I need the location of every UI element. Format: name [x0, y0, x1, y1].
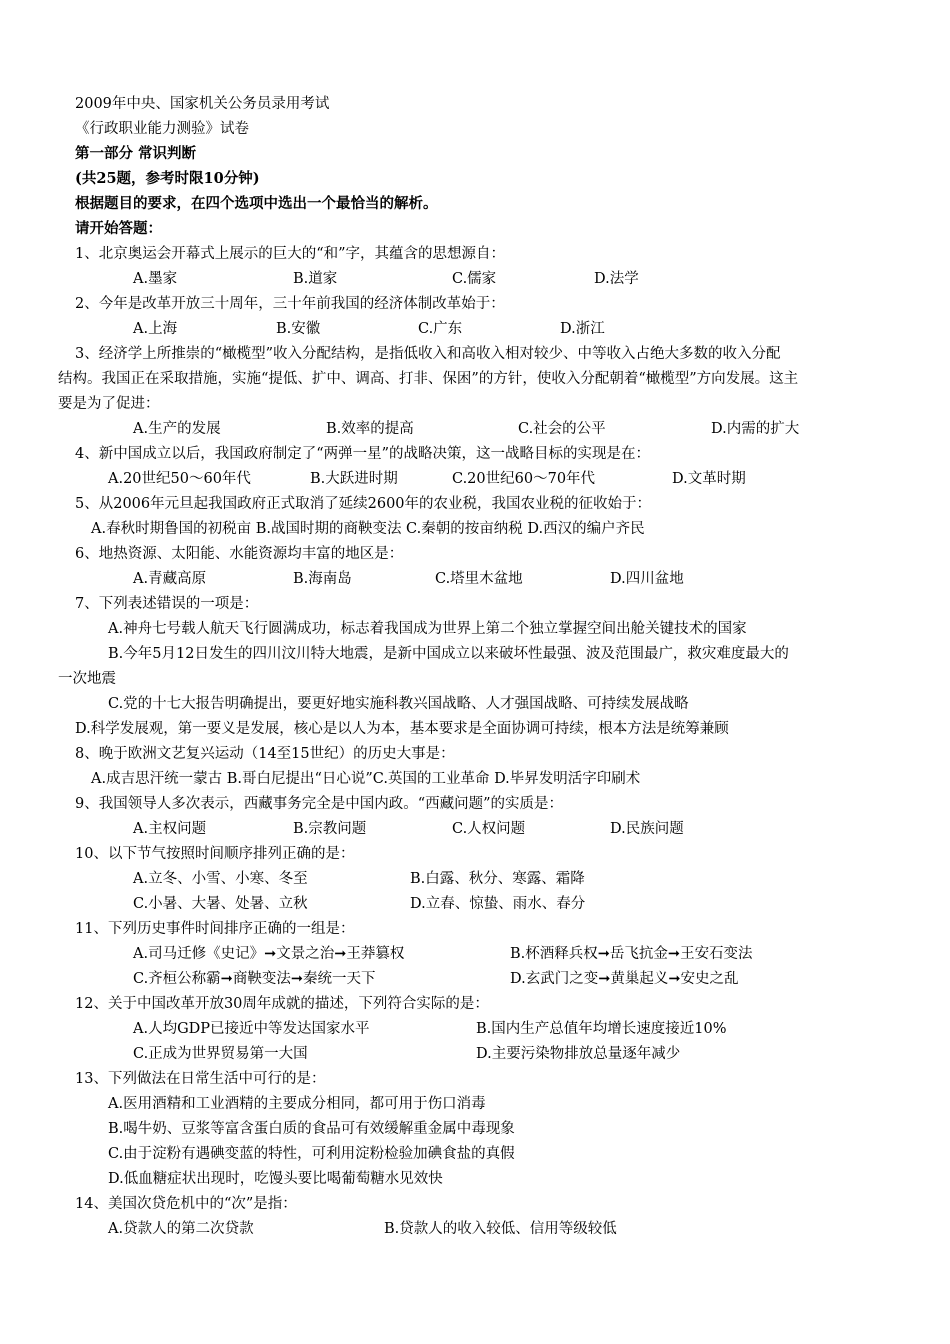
question-10-option-b: B.白露、秋分、寒露、霜降	[410, 871, 585, 887]
question-9-option-b: B.宗教问题	[293, 821, 367, 837]
question-13-option-d: D.低血糖症状出现时，吃馒头要比喝葡萄糖水见效快	[108, 1171, 443, 1187]
question-3-stem-line3: 要是为了促进：	[58, 396, 160, 412]
question-11-option-c: C.齐桓公称霸➞商鞅变法➞秦统一天下	[133, 971, 376, 987]
question-1-option-a: A.墨家	[133, 271, 178, 287]
question-7-option-a: A.神舟七号载人航天飞行圆满成功，标志着我国成为世界上第二个独立掌握空间出舱关键技术的国家	[108, 621, 747, 637]
question-4-option-b: B.大跃进时期	[310, 471, 398, 487]
question-10-option-d: D.立春、惊蛰、雨水、春分	[410, 896, 586, 912]
question-3-option-a: A.生产的发展	[133, 421, 221, 437]
question-4-stem: 4、新中国成立以后，我国政府制定了“两弹一星”的战略决策，这一战略目标的实现是在：	[75, 446, 651, 462]
question-12-stem: 12、关于中国改革开放30周年成就的描述，下列符合实际的是：	[75, 996, 489, 1012]
question-2-stem: 2、今年是改革开放三十周年，三十年前我国的经济体制改革始于：	[75, 296, 505, 312]
question-13-option-a: A.医用酒精和工业酒精的主要成分相同，都可用于伤口消毒	[108, 1096, 486, 1112]
question-6-option-a: A.青藏高原	[133, 571, 207, 587]
question-12-option-b: B.国内生产总值年均增长速度接近10%	[476, 1021, 727, 1037]
question-4-option-c: C.20世纪60～70年代	[452, 471, 596, 487]
exam-title: 2009年中央、国家机关公务员录用考试	[75, 96, 330, 112]
question-11-option-a: A.司马迁修《史记》➞文景之治➞王莽篡权	[133, 946, 405, 962]
question-3-option-d: D.内需的扩大	[711, 421, 800, 437]
question-3-stem-line2: 结构。我国正在采取措施，实施“提低、扩中、调高、打非、保困”的方针，使收入分配朝着“橄榄型”方向发展。这主	[58, 371, 799, 387]
question-4-option-d: D.文革时期	[672, 471, 746, 487]
question-1-option-c: C.儒家	[452, 271, 497, 287]
question-7-option-d: D.科学发展观，第一要义是发展，核心是以人为本，基本要求是全面协调可持续，根本方法是统筹兼顾	[75, 721, 729, 737]
question-3-option-b: B.效率的提高	[326, 421, 414, 437]
question-11-option-b: B.杯酒释兵权➞岳飞抗金➞王安石变法	[510, 946, 753, 962]
question-12-option-c: C.正成为世界贸易第一大国	[133, 1046, 308, 1062]
question-6-option-b: B.海南岛	[293, 571, 352, 587]
question-2-option-c: C.广东	[418, 321, 463, 337]
question-13-option-b: B.喝牛奶、豆浆等富含蛋白质的食品可有效缓解重金属中毒现象	[108, 1121, 515, 1137]
question-4-option-a: A.20世纪50～60年代	[108, 471, 251, 487]
question-6-stem: 6、地热资源、太阳能、水能资源均丰富的地区是：	[75, 546, 404, 562]
question-9-option-c: C.人权问题	[452, 821, 526, 837]
question-1-option-b: B.道家	[293, 271, 338, 287]
question-14-stem: 14、美国次贷危机中的“次”是指：	[75, 1196, 297, 1212]
question-7-option-b-line2: 一次地震	[58, 671, 116, 687]
question-10-option-c: C.小暑、大暑、处暑、立秋	[133, 896, 308, 912]
question-12-option-a: A.人均GDP已接近中等发达国家水平	[133, 1021, 370, 1037]
question-13-option-c: C.由于淀粉有遇碘变蓝的特性，可利用淀粉检验加碘食盐的真假	[108, 1146, 515, 1162]
question-5-stem: 5、从2006年元旦起我国政府正式取消了延续2600年的农业税，我国农业税的征收始于：	[75, 496, 652, 512]
question-10-stem: 10、以下节气按照时间顺序排列正确的是：	[75, 846, 355, 862]
question-5-options: A.春秋时期鲁国的初税亩 B.战国时期的商鞅变法 C.秦朝的按亩纳税 D.西汉的编户齐民	[91, 521, 645, 537]
question-14-option-b: B.贷款人的收入较低、信用等级较低	[384, 1221, 617, 1237]
question-2-option-a: A.上海	[133, 321, 178, 337]
question-7-option-c: C.党的十七大报告明确提出，要更好地实施科教兴国战略、人才强国战略、可持续发展战略	[108, 696, 689, 712]
question-11-option-d: D.玄武门之变➞黄巢起义➞安史之乱	[510, 971, 739, 987]
part-heading: 第一部分 常识判断	[75, 145, 197, 162]
question-8-stem: 8、晚于欧洲文艺复兴运动（14至15世纪）的历史大事是：	[75, 746, 455, 762]
question-13-stem: 13、下列做法在日常生活中可行的是：	[75, 1071, 326, 1087]
question-2-option-b: B.安徽	[276, 321, 321, 337]
start-prompt: 请开始答题：	[75, 220, 162, 237]
question-2-option-d: D.浙江	[560, 321, 605, 337]
question-3-option-c: C.社会的公平	[518, 421, 606, 437]
exam-subtitle: 《行政职业能力测验》试卷	[75, 121, 249, 137]
instruction: 根据题目的要求，在四个选项中选出一个最恰当的解析。	[75, 195, 438, 212]
question-9-option-a: A.主权问题	[133, 821, 207, 837]
question-3-stem-line1: 3、经济学上所推崇的“橄榄型”收入分配结构，是指低收入和高收入相对较少、中等收入占绝大多数的收入分配	[75, 346, 781, 362]
question-12-option-d: D.主要污染物排放总量逐年减少	[476, 1046, 681, 1062]
question-9-stem: 9、我国领导人多次表示，西藏事务完全是中国内政。“西藏问题”的实质是：	[75, 796, 564, 812]
question-8-options: A.成吉思汗统一蒙古 B.哥白尼提出“日心说”C.英国的工业革命 D.毕昇发明活字印刷术	[91, 771, 641, 787]
question-9-option-d: D.民族问题	[610, 821, 684, 837]
question-1-option-d: D.法学	[594, 271, 639, 287]
question-10-option-a: A.立冬、小雪、小寒、冬至	[133, 871, 308, 887]
question-14-option-a: A.贷款人的第二次贷款	[108, 1221, 254, 1237]
question-11-stem: 11、下列历史事件时间排序正确的一组是：	[75, 921, 355, 937]
question-6-option-d: D.四川盆地	[610, 571, 684, 587]
time-limit: (共25题，参考时限10分钟)	[75, 170, 260, 187]
question-6-option-c: C.塔里木盆地	[435, 571, 523, 587]
question-1-stem: 1、北京奥运会开幕式上展示的巨大的“和”字，其蕴含的思想源自：	[75, 246, 506, 262]
question-7-stem: 7、下列表述错误的一项是：	[75, 596, 259, 612]
question-7-option-b-line1: B.今年5月12日发生的四川汶川特大地震，是新中国成立以来破坏性最强、波及范围最广，救灾难度最大的	[108, 646, 789, 662]
